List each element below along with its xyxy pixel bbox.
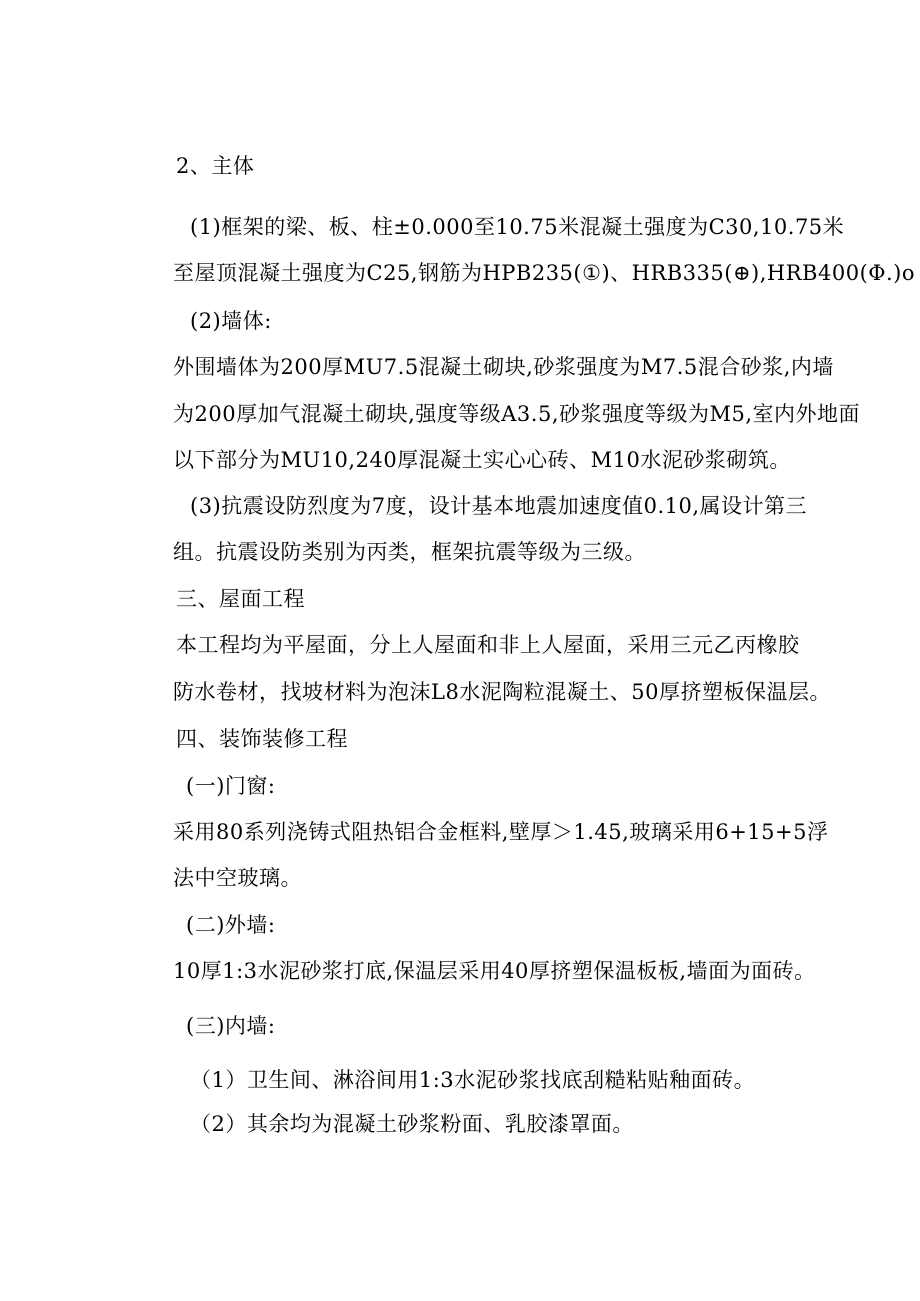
roof-heading: 三、屋面工程: [176, 587, 305, 611]
doors-paragraph-line-1: 采用80系列浇铸式阻热铝合金框料,壁厚＞1.45,玻璃采用6+15+5浮: [173, 820, 829, 844]
wall-paragraph-line-1: 外围墙体为200厚MU7.5混凝土砌块,砂浆强度为M7.5混合砂浆,内墙: [173, 355, 834, 379]
exterior-wall-paragraph: 10厚1:3水泥砂浆打底,保温层采用40厚挤塑保温板板,墙面为面砖。: [173, 959, 816, 983]
frame-paragraph-line-1: (1)框架的梁、板、柱±0.000至10.75米混凝土强度为C30,10.75米: [190, 215, 845, 239]
seismic-paragraph-line-1: (3)抗震设防烈度为7度，设计基本地震加速度值0.10,属设计第三: [190, 494, 808, 518]
interior-wall-heading: (三)内墙:: [186, 1014, 276, 1038]
seismic-paragraph-line-2: 组。抗震设防类别为丙类，框架抗震等级为三级。: [173, 540, 646, 564]
frame-paragraph-line-2: 至屋顶混凝土强度为C25,钢筋为HPB235(①)、HRB335(⊕),HRB400(Φ.)o: [173, 261, 915, 285]
roof-paragraph-line-1: 本工程均为平屋面，分上人屋面和非上人屋面，采用三元乙丙橡胶: [176, 633, 800, 657]
roof-paragraph-line-2: 防水卷材，找坡材料为泡沫L8水泥陶粒混凝土、50厚挤塑板保温层。: [173, 680, 832, 704]
interior-wall-item-2: （2）其余均为混凝土砂浆粉面、乳胶漆罩面。: [190, 1112, 634, 1136]
exterior-wall-heading: (二)外墙:: [186, 913, 276, 937]
wall-paragraph-line-2: 为200厚加气混凝土砌块,强度等级A3.5,砂浆强度等级为M5,室内外地面: [173, 402, 861, 426]
doors-heading: (一)门窗:: [186, 774, 276, 798]
wall-paragraph-line-3: 以下部分为MU10,240厚混凝土实心心砖、M10水泥砂浆砌筑。: [173, 448, 791, 472]
decoration-heading: 四、装饰装修工程: [176, 727, 348, 751]
section-heading-main-body: 2、主体: [176, 154, 255, 178]
doors-paragraph-line-2: 法中空玻璃。: [173, 866, 302, 890]
wall-heading: (2)墙体:: [190, 309, 272, 333]
interior-wall-item-1: （1）卫生间、淋浴间用1:3水泥砂浆找底刮糙粘贴釉面砖。: [190, 1068, 756, 1092]
